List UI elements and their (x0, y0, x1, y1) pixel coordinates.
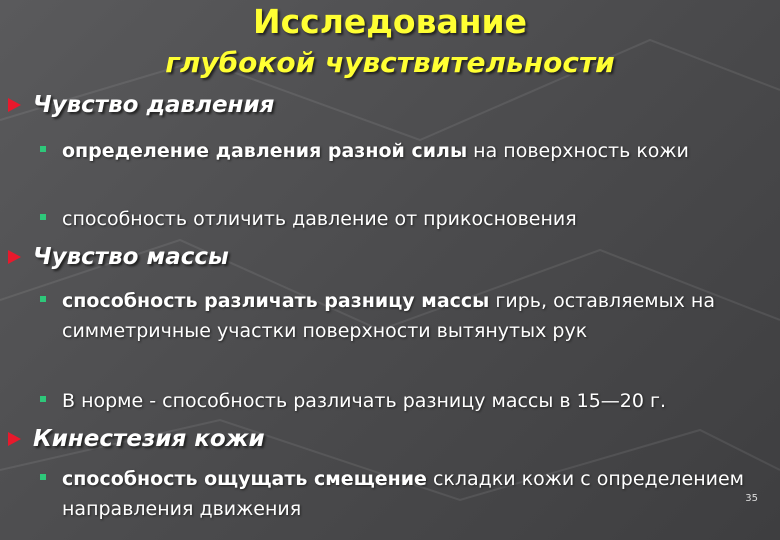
item-bold-text: способность различать разницу массы (62, 290, 490, 312)
section-heading-label: Чувство массы (33, 244, 229, 270)
square-bullet-icon (40, 474, 46, 480)
square-bullet-icon (40, 396, 46, 402)
square-bullet-icon (40, 146, 46, 152)
item-text: гирь, оставляемых на симметричные участки поверхности вытянутых рук (62, 290, 715, 342)
item-text: В норме - способность различать разницу массы в 15—20 г. (62, 390, 667, 412)
list-item (40, 464, 770, 524)
section-heading-kinesthesia (8, 426, 265, 452)
list-item (40, 204, 770, 234)
section-heading-label: Кинестезия кожи (33, 426, 265, 452)
arrow-bullet-icon (8, 98, 21, 112)
slide-title: Исследование (252, 2, 528, 41)
arrow-bullet-icon (8, 432, 21, 446)
item-bold-text: способность ощущать смещение (62, 468, 427, 490)
arrow-bullet-icon (8, 250, 21, 264)
item-bold-text: определение давления разной силы (62, 140, 468, 162)
item-text: на поверхность кожи (467, 140, 689, 162)
section-heading-mass (8, 244, 229, 270)
item-text: способность отличить давление от прикосновения (62, 208, 577, 230)
page-number: 35 (745, 493, 758, 504)
slide-subtitle: глубокой чувствительности (165, 46, 615, 79)
square-bullet-icon (40, 296, 46, 302)
item-text: складки кожи с определением направления движения (62, 468, 745, 520)
section-heading-label: Чувство давления (33, 92, 275, 118)
list-item (40, 136, 770, 166)
square-bullet-icon (40, 214, 46, 220)
list-item (40, 286, 770, 346)
section-heading-pressure (8, 92, 274, 118)
list-item (40, 386, 770, 416)
